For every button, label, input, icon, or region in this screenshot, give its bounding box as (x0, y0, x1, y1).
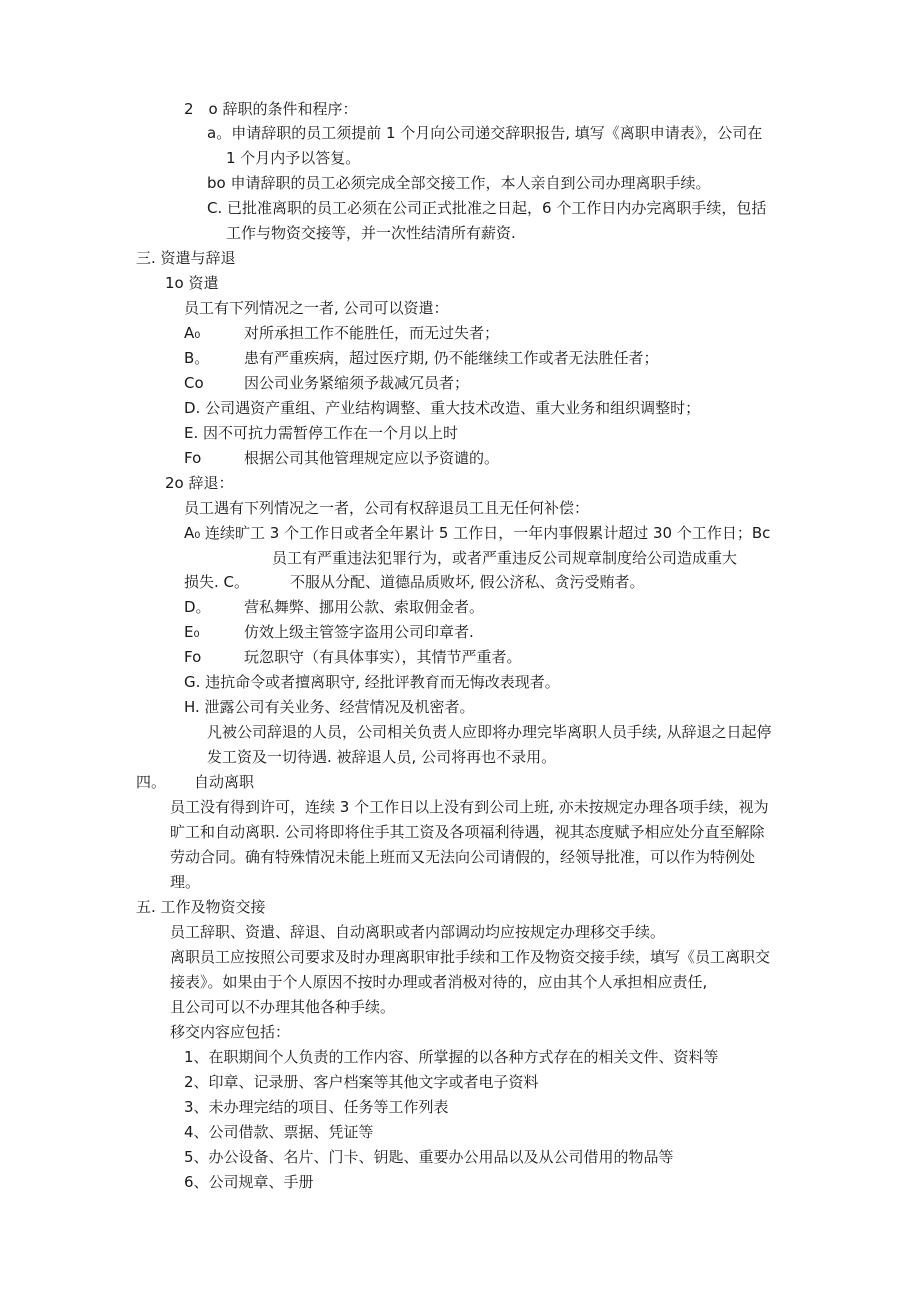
paragraph-line: 发工资及一切待遇. 被辞退人员, 公司将再也不录用。 (207, 748, 557, 766)
list-item: 4、公司借款、票据、凭证等 (184, 1123, 374, 1141)
list-item: 3、未办理完结的项目、任务等工作列表 (184, 1098, 449, 1116)
paragraph-line: 且公司可以不办理其他各种手续。 (170, 998, 396, 1016)
list-item-text: 患有严重疾病，超过医疗期, 仍不能继续工作或者无法胜任者； (244, 349, 659, 367)
clause-line: a。申请辞职的员工须提前 1 个月向公司递交辞职报告, 填写《离职申请表》，公司在 (207, 124, 763, 142)
list-item-label: Co (184, 374, 204, 392)
list-item-text: 营私舞弊、挪用公款、索取佣金者。 (244, 598, 485, 616)
paragraph-line: 员工有下列情况之一者, 公司可以资遣： (184, 299, 449, 317)
list-item-text: 仿效上级主管签字盗用公司印章者. (244, 623, 474, 641)
clause-line: 工作与物资交接等，并一次性结清所有薪资. (226, 224, 516, 242)
paragraph-line: 旷工和自动离职. 公司将即将住手其工资及各项福利待遇，视其态度赋予相应处分直至解除 (170, 823, 765, 841)
paragraph-line: 员工遇有下列情况之一者，公司有权辞退员工且无任何补偿： (184, 499, 590, 517)
list-item-label: D。 (184, 598, 211, 616)
list-item-text: 因公司业务紧缩须予裁减冗员者； (244, 374, 470, 392)
list-item (184, 448, 499, 468)
list-item (184, 423, 458, 443)
section-number: 四。 (136, 773, 167, 791)
list-item-text: H. 泄露公司有关业务、经营情况及机密者。 (184, 698, 475, 716)
list-item (184, 348, 659, 368)
list-item: 6、公司规章、手册 (184, 1173, 314, 1191)
list-item (184, 373, 469, 393)
subsection-heading: 2o 辞退： (165, 474, 234, 492)
list-item-text: 根据公司其他管理规定应以予资谴的。 (244, 449, 500, 467)
clause-line: bo 申请辞职的员工必须完成全部交接工作，本人亲自到公司办理离职手续。 (207, 174, 711, 192)
list-item-text: D. 公司遇资产重组、产业结构调整、重大技术改造、重大业务和组织调整时； (184, 399, 701, 417)
paragraph-line: 接表》。如果由于个人原因不按时办理或者消极对待的，应由其个人承担相应责任, (170, 973, 708, 991)
list-item (184, 398, 700, 418)
paragraph-line: 劳动合同。确有特殊情况未能上班而又无法向公司请假的，经领导批准，可以作为特例处 (170, 848, 756, 866)
section-heading (136, 772, 254, 792)
list-item (184, 647, 522, 667)
clause-line: 1 个月内予以答复。 (226, 149, 361, 167)
section-heading: 五. 工作及物资交接 (136, 898, 266, 916)
paragraph-line: 离职员工应按照公司要求及时办理离职审批手续和工作及物资交接手续，填写《员工离职交 (170, 948, 771, 966)
subsection-heading: 1o 资遣 (165, 274, 219, 292)
list-item-label: Fo (184, 449, 202, 467)
clause-line: C. 已批准离职的员工必须在公司正式批准之日起，6 个工作日内办完离职手续，包括 (207, 199, 767, 217)
list-item: 2、印章、记录册、客户档案等其他文字或者电子资料 (184, 1073, 539, 1091)
list-item-text: 对所承担工作不能胜任，而无过失者； (244, 324, 500, 342)
list-item (184, 622, 474, 642)
list-item: 5、办公设备、名片、门卡、钥匙、重要办公用品以及从公司借用的物品等 (184, 1148, 674, 1166)
list-item: 1、在职期间个人负责的工作内容、所掌握的以各种方式存在的相关文件、资料等 (184, 1048, 719, 1066)
paragraph-line: 员工辞职、资遣、辞退、自动离职或者内部调动均应按规定办理移交手续。 (170, 923, 666, 941)
list-item (184, 697, 475, 717)
section-heading: 三. 资遣与辞退 (136, 249, 236, 267)
list-item-label: A₀ (184, 324, 201, 342)
list-item-text: E. 因不可抗力需暂停工作在一个月以上时 (184, 424, 459, 442)
list-item (184, 672, 560, 692)
list-item (184, 323, 499, 343)
paragraph-line: A₀ 连续旷工 3 个工作日或者全年累计 5 工作日，一年内事假累计超过 30 个工作日；Bc (184, 524, 771, 542)
list-item-text: 不服从分配、道德品质败坏, 假公济私、贪污受贿者。 (290, 573, 645, 591)
section-title: 自动离职 (194, 773, 255, 791)
list-item (184, 572, 645, 592)
paragraph-line: 移交内容应包括： (170, 1023, 291, 1041)
list-item (184, 597, 484, 617)
list-item-label: B。 (184, 349, 210, 367)
paragraph-line: 理。 (170, 873, 201, 891)
list-item-label: E₀ (184, 623, 200, 641)
section-heading: 2 o 辞职的条件和程序： (184, 100, 358, 118)
list-item-text: G. 违抗命令或者擅离职守, 经批评教育而无悔改表现者。 (184, 673, 560, 691)
paragraph-line: 凡被公司辞退的人员，公司相关负责人应即将办理完毕离职人员手续, 从辞退之日起停 (207, 723, 772, 741)
paragraph-line: 员工有严重违法犯罪行为，或者严重违反公司规章制度给公司造成重大 (272, 549, 738, 567)
list-item-label: Fo (184, 648, 202, 666)
paragraph-line: 员工没有得到许可，连续 3 个工作日以上没有到公司上班, 亦未按规定办理各项手续，视为 (170, 798, 769, 816)
list-item-text: 玩忽职守（有具体事实），其情节严重者。 (244, 648, 522, 666)
list-item-label: 损失. C。 (184, 573, 250, 591)
